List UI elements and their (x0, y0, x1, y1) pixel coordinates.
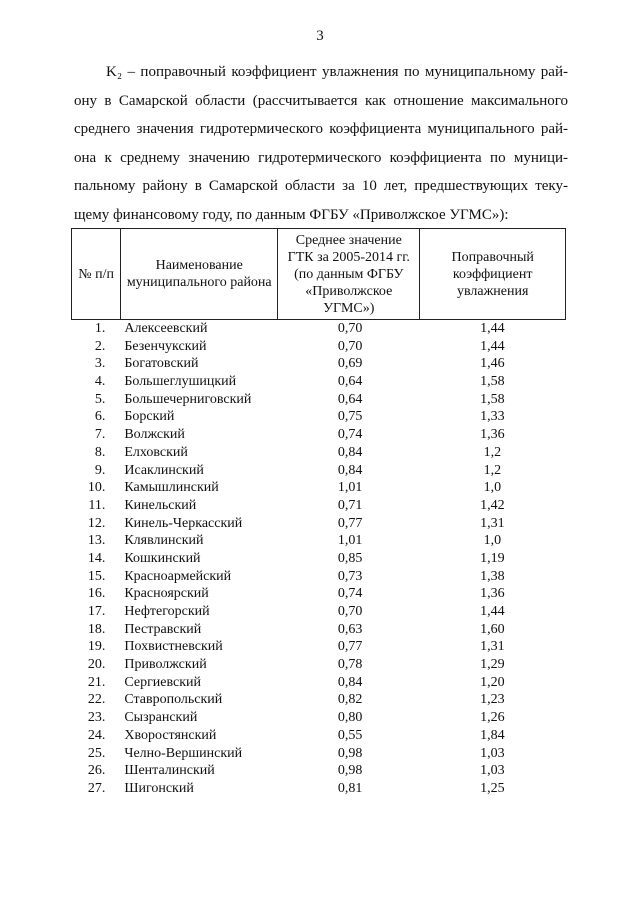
row-number: 11. (88, 497, 106, 513)
row-number: 7. (94, 427, 106, 443)
table-body (71, 320, 566, 798)
header-district-name: Наименование муниципального района (121, 229, 278, 320)
coefficient-value: 1,31 (480, 515, 505, 531)
table-row (71, 426, 566, 444)
row-number: 27. (87, 780, 106, 796)
table-row (71, 497, 566, 515)
gtk-value: 0,64 (337, 391, 363, 407)
district-name: Волжский (124, 427, 185, 443)
table-row (71, 532, 566, 550)
gtk-value: 0,78 (337, 657, 363, 673)
table-row (71, 656, 566, 674)
district-name: Богатовский (124, 356, 199, 372)
gtk-value: 0,75 (337, 409, 363, 425)
coefficient-value: 1,23 (480, 692, 505, 708)
coefficient-value: 1,2 (483, 462, 502, 478)
coefficient-value: 1,58 (480, 374, 505, 390)
district-name: Кинельский (124, 497, 197, 513)
row-number: 24. (87, 727, 106, 743)
table-row (71, 568, 566, 586)
coefficient-value: 1,29 (480, 657, 505, 673)
table-row (71, 603, 566, 621)
coefficient-value: 1,03 (480, 763, 505, 779)
district-name: Безенчукский (124, 338, 207, 354)
gtk-value: 0,74 (337, 586, 363, 602)
row-number: 17. (87, 604, 106, 619)
coefficient-value: 1,03 (480, 745, 505, 761)
intro-line: ону в Самарской области (рассчитывается как отношение максимального (74, 92, 568, 109)
district-name: Большечерниговский (124, 391, 252, 407)
coefficient-value: 1,36 (480, 586, 505, 602)
row-number: 21. (87, 674, 106, 690)
row-number: 1. (94, 321, 106, 336)
gtk-value: 0,80 (337, 710, 363, 726)
coefficient-value: 1,36 (480, 427, 505, 443)
gtk-value: 0,85 (337, 550, 363, 566)
coefficient-value: 1,19 (480, 550, 505, 566)
row-number: 6. (94, 409, 106, 425)
gtk-value: 0,70 (337, 338, 363, 354)
table-row (71, 444, 566, 462)
district-name: Пестравский (124, 621, 202, 637)
row-number: 14. (87, 550, 106, 566)
intro-line: пальному району в Самарской области за 10 лет, предшествующих теку- (74, 178, 568, 195)
district-name: Шигонский (124, 780, 194, 796)
gtk-value: 0,84 (337, 462, 363, 478)
table-row (71, 320, 566, 338)
intro-line: среднего значения гидротермического коэффициента муниципального рай- (74, 121, 568, 138)
header-number: № п/п (72, 229, 121, 320)
coefficient-value: 1,2 (483, 444, 502, 460)
row-number: 20. (87, 657, 106, 673)
district-name: Сызранский (124, 710, 198, 726)
intro-line: K₂ – поправочный коэффициент увлажнения по муниципальному рай- (106, 64, 568, 80)
table-row (71, 638, 566, 656)
table-row (71, 727, 566, 745)
district-name: Красноармейский (124, 568, 232, 584)
table-row (71, 373, 566, 391)
row-number: 26. (87, 763, 106, 779)
district-name: Елховский (124, 444, 188, 460)
gtk-value: 0,74 (337, 427, 363, 443)
gtk-value: 0,98 (337, 763, 363, 779)
table-row (71, 408, 566, 426)
table-row (71, 479, 566, 497)
table-row (71, 621, 566, 639)
table-header (71, 228, 566, 320)
row-number: 19. (87, 639, 106, 655)
district-name: Камышлинский (124, 480, 219, 496)
table-row (71, 515, 566, 533)
gtk-value: 0,84 (337, 444, 363, 460)
gtk-value: 0,73 (337, 568, 363, 584)
coefficient-value: 1,25 (480, 780, 505, 796)
intro-line: щему финансовому году, по данным ФГБУ «Приволжское УГМС»): (74, 206, 509, 223)
coefficient-value: 1,84 (480, 727, 505, 743)
row-number: 12. (87, 515, 106, 531)
district-name: Алексеевский (124, 321, 208, 336)
coefficient-value: 1,60 (480, 621, 505, 637)
row-number: 5. (94, 391, 106, 407)
gtk-value: 0,69 (337, 356, 363, 372)
row-number: 18. (87, 621, 106, 637)
gtk-value: 1,01 (337, 480, 363, 496)
district-name: Приволжский (124, 657, 207, 673)
district-name: Клявлинский (124, 533, 204, 549)
table-row (71, 355, 566, 373)
coefficient-value: 1,46 (480, 356, 505, 372)
coefficient-value: 1,44 (480, 321, 505, 336)
coefficient-value: 1,31 (480, 639, 505, 655)
district-name: Большеглушицкий (124, 374, 237, 390)
row-number: 23. (87, 710, 106, 726)
gtk-value: 0,77 (337, 515, 363, 531)
row-number: 9. (94, 462, 106, 478)
gtk-value: 0,55 (337, 727, 363, 743)
district-name: Кинель-Черкасский (124, 515, 243, 531)
row-number: 13. (87, 533, 106, 549)
coefficient-value: 1,0 (483, 480, 502, 496)
coefficient-value: 1,26 (480, 710, 505, 726)
district-name: Красноярский (124, 586, 209, 602)
row-number: 8. (94, 444, 106, 460)
district-name: Борский (124, 409, 175, 425)
district-name: Челно-Вершинский (124, 745, 243, 761)
district-name: Исаклинский (124, 462, 204, 478)
intro-line: она к среднему значению гидротермического коэффициента по муници- (74, 149, 568, 166)
gtk-value: 0,98 (337, 745, 363, 761)
row-number: 22. (87, 692, 106, 708)
coefficient-value: 1,33 (480, 409, 505, 425)
row-number: 10. (87, 480, 106, 496)
intro-paragraph (74, 58, 568, 230)
coefficient-value: 1,0 (483, 533, 502, 549)
gtk-value: 0,71 (337, 497, 363, 513)
gtk-value: 0,70 (337, 321, 363, 336)
gtk-value: 1,01 (337, 533, 363, 549)
coefficient-value: 1,42 (480, 497, 505, 513)
coefficient-value: 1,38 (480, 568, 505, 584)
gtk-value: 0,77 (337, 639, 363, 655)
row-number: 4. (94, 374, 106, 390)
district-name: Ставропольский (124, 692, 223, 708)
gtk-value: 0,81 (337, 780, 363, 796)
row-number: 2. (94, 338, 106, 354)
row-number: 3. (94, 356, 106, 372)
table-row (71, 585, 566, 603)
coefficient-value: 1,20 (480, 674, 505, 690)
coefficient-value: 1,58 (480, 391, 505, 407)
coefficient-value: 1,44 (480, 338, 505, 354)
district-name: Похвистневский (124, 639, 223, 655)
district-name: Хворостянский (124, 727, 217, 743)
table-row (71, 674, 566, 692)
district-name: Сергиевский (124, 674, 202, 690)
row-number: 25. (87, 745, 106, 761)
gtk-value: 0,64 (337, 374, 363, 390)
table-row (71, 691, 566, 709)
row-number: 16. (87, 586, 106, 602)
table-row (71, 391, 566, 409)
gtk-value: 0,63 (337, 621, 363, 637)
table-row (71, 550, 566, 568)
district-name: Шенталинский (124, 763, 215, 779)
table-row (71, 745, 566, 763)
row-number: 15. (87, 568, 106, 584)
table-row (71, 762, 566, 780)
page-number: 3 (316, 28, 324, 44)
table-row (71, 780, 566, 798)
table-row (71, 338, 566, 356)
district-name: Кошкинский (124, 550, 201, 566)
header-coefficient: Поправочный коэффициент увлажнения (420, 229, 566, 320)
gtk-value: 0,84 (337, 674, 363, 690)
gtk-value: 0,82 (337, 692, 363, 708)
district-name: Нефтегорский (124, 604, 210, 619)
table-row (71, 462, 566, 480)
header-gtk-average: Среднее значение ГТК за 2005-2014 гг. (по данным ФГБУ «Приволжское УГМС») (278, 229, 420, 320)
gtk-value: 0,70 (337, 604, 363, 619)
table-row (71, 709, 566, 727)
coefficient-value: 1,44 (480, 604, 505, 619)
